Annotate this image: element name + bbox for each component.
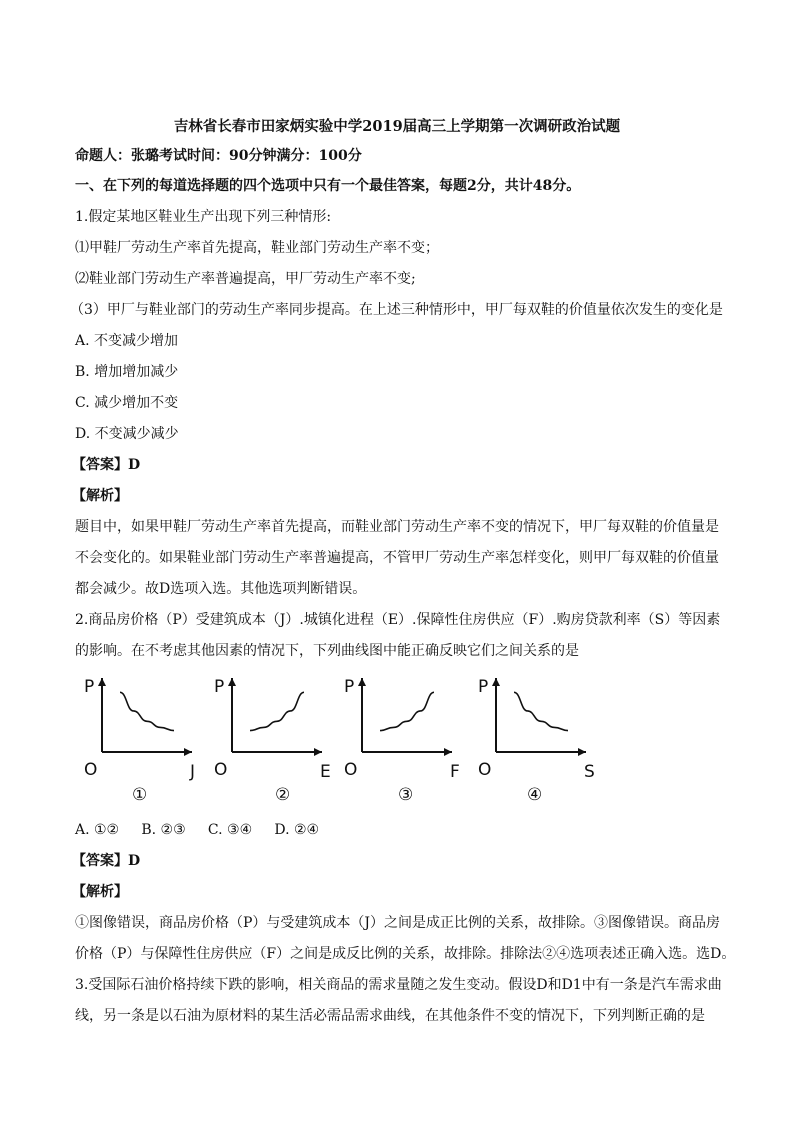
series-line xyxy=(250,692,304,730)
graph-4 xyxy=(474,672,604,787)
q2-analysis-line-1: ①图像错误，商品房价格（P）与受建筑成本（J）之间是成正比例的关系，故排除。③图像错误。商品房 xyxy=(75,915,721,931)
q1-option-b: B. 增加增加减少 xyxy=(75,364,179,380)
q1-option-d: D. 不变减少减少 xyxy=(75,426,179,442)
q2-analysis-line-2: 价格（P）与保障性住房供应（F）之间是成反比例的关系，故排除。排除法②④选项表述正确入选。选D。 xyxy=(75,946,736,962)
q1-answer: 【答案】D xyxy=(72,457,141,473)
section-heading: 一、在下列的每道选择题的四个选项中只有一个最佳答案，每题2分，共计48分。 xyxy=(75,178,581,194)
q1-option-a: A. 不变减少增加 xyxy=(75,333,179,349)
q2-stem-line-1: 2.商品房价格（P）受建筑成本（J）.城镇化进程（E）.保障性住房供应（F）.购房贷款利率（S）等因素 xyxy=(75,612,721,628)
y-axis-arrow xyxy=(228,678,236,686)
q3-stem-line-2: 线，另一条是以石油为原材料的某生活必需品需求曲线，在其他条件不变的情况下，下列判断正确的是 xyxy=(75,1008,705,1024)
q1-analysis-label: 【解析】 xyxy=(72,488,128,504)
y-axis-arrow xyxy=(98,678,106,686)
exam-meta: 命题人：张璐考试时间：90分钟满分：100分 xyxy=(75,148,362,164)
page-title: 吉林省长春市田家炳实验中学2019届高三上学期第一次调研政治试题 xyxy=(173,118,621,135)
x-axis-label: E xyxy=(320,762,331,782)
origin-label: O xyxy=(478,760,492,780)
x-axis-label: F xyxy=(450,762,460,782)
graph-caption: ③ xyxy=(398,785,414,805)
graph-3 xyxy=(340,672,470,787)
q1-analysis-line-1: 题目中，如果甲鞋厂劳动生产率首先提高，而鞋业部门劳动生产率不变的情况下，甲厂每双鞋的价值量是 xyxy=(75,519,719,535)
origin-label: O xyxy=(214,760,228,780)
q1-stem: 1.假定某地区鞋业生产出现下列三种情形: xyxy=(75,209,332,225)
graph-2 xyxy=(210,672,345,787)
graph-4-svg xyxy=(474,672,604,787)
q1-condition-2: ⑵鞋业部门劳动生产率普遍提高，甲厂劳动生产率不变; xyxy=(75,271,416,287)
graph-1 xyxy=(80,672,210,787)
series-line xyxy=(514,692,568,730)
graph-caption: ② xyxy=(275,785,291,805)
q2-analysis-label: 【解析】 xyxy=(72,884,128,900)
y-axis-label: P xyxy=(214,677,225,697)
q1-option-c: C. 减少增加不变 xyxy=(75,395,179,411)
q1-analysis-line-3: 都会减少。故D选项入选。其他选项判断错误。 xyxy=(75,581,367,597)
x-axis-arrow xyxy=(444,748,452,756)
q1-condition-3: （3）甲厂与鞋业部门的劳动生产率同步提高。在上述三种情形中，甲厂每双鞋的价值量依次发生的变化是 xyxy=(70,302,723,318)
graph-caption: ① xyxy=(132,785,148,805)
y-axis-label: P xyxy=(344,677,355,697)
y-axis-label: P xyxy=(478,677,489,697)
q1-condition-1: ⑴甲鞋厂劳动生产率首先提高，鞋业部门劳动生产率不变； xyxy=(75,240,439,256)
q2-stem-line-2: 的影响。在不考虑其他因素的情况下，下列曲线图中能正确反映它们之间关系的是 xyxy=(75,643,579,659)
series-line xyxy=(380,692,434,730)
graph-caption: ④ xyxy=(527,785,543,805)
origin-label: O xyxy=(344,760,358,780)
q2-options: A. ①② B. ②③ C. ③④ D. ②④ xyxy=(75,822,320,838)
y-axis-arrow xyxy=(492,678,500,686)
graph-2-svg xyxy=(210,672,345,787)
graph-1-svg xyxy=(80,672,210,787)
series-line xyxy=(120,692,174,730)
q3-stem-line-1: 3.受国际石油价格持续下跌的影响，相关商品的需求量随之发生变动。假设D和D1中有一条是汽车需求曲 xyxy=(75,977,722,993)
x-axis-arrow xyxy=(314,748,322,756)
q2-answer: 【答案】D xyxy=(72,853,141,869)
y-axis-arrow xyxy=(358,678,366,686)
x-axis-arrow xyxy=(184,748,192,756)
x-axis-arrow xyxy=(578,748,586,756)
x-axis-label: S xyxy=(584,762,595,782)
q1-analysis-line-2: 不会变化的。如果鞋业部门劳动生产率普遍提高，不管甲厂劳动生产率怎样变化，则甲厂每双鞋的价值量 xyxy=(75,550,719,566)
y-axis-label: P xyxy=(84,677,95,697)
origin-label: O xyxy=(84,760,98,780)
x-axis-label: J xyxy=(190,762,196,782)
graph-3-svg xyxy=(340,672,470,787)
